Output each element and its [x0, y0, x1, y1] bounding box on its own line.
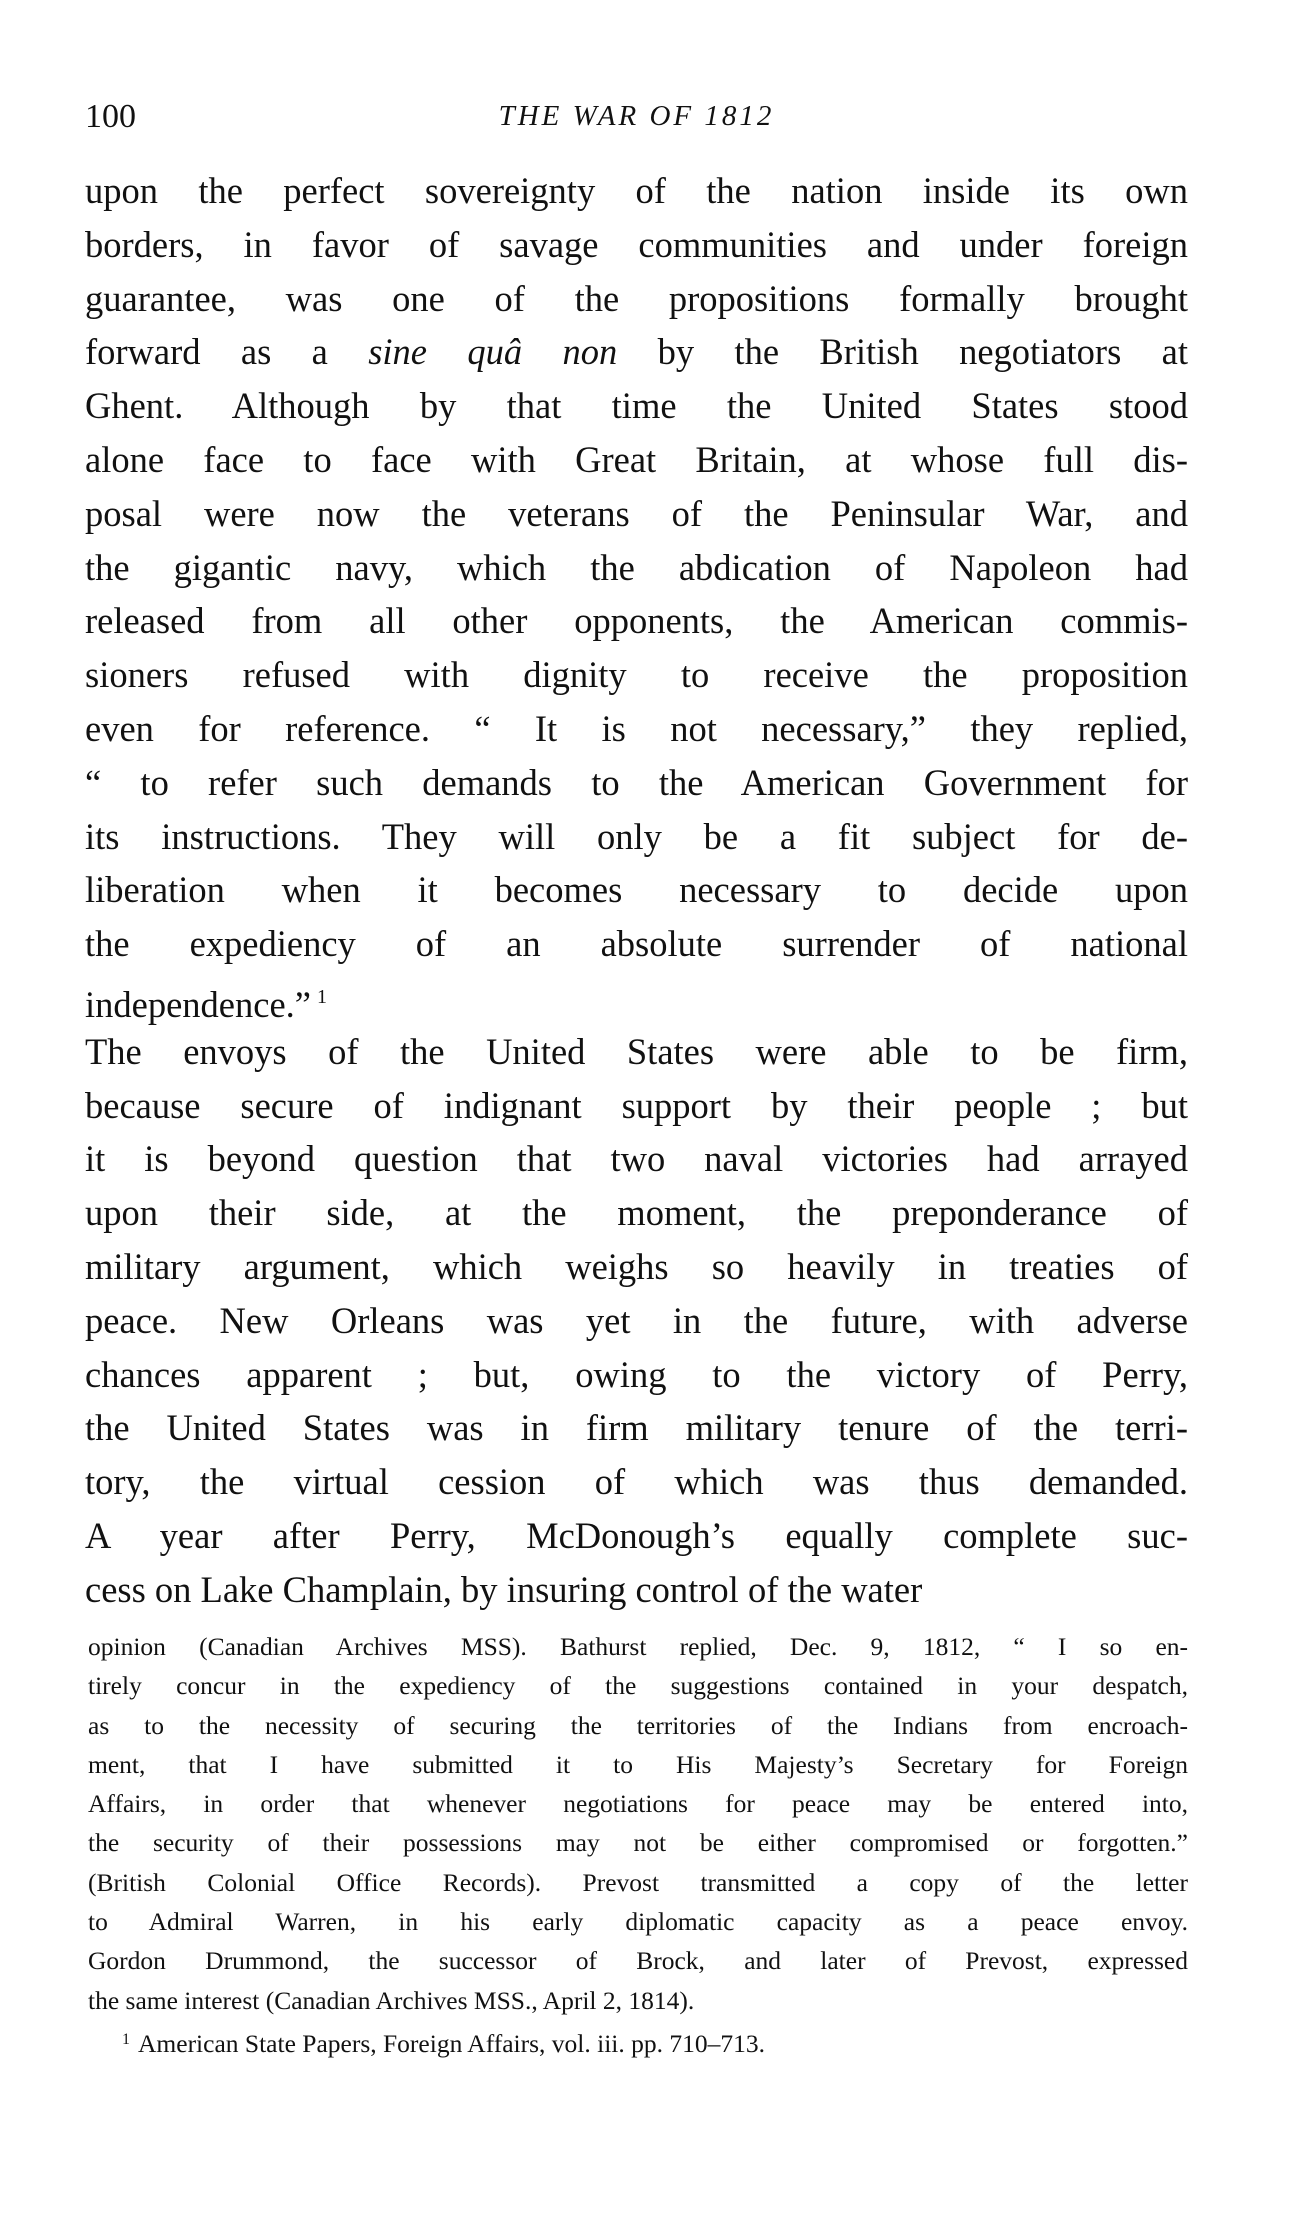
text-line	[85, 1563, 1188, 1617]
footnote-line: Affairs, in order that whenever negotiations for peace may be entered into,	[88, 1789, 1188, 1819]
text-line	[85, 1509, 1188, 1563]
text-line	[85, 379, 1188, 433]
text-line	[85, 164, 1188, 218]
text-line	[85, 433, 1188, 487]
text-segment: forward as a	[85, 331, 369, 373]
page-number: 100	[85, 98, 136, 135]
line-text: chances apparent ; but, owing to the victory of Perry,	[85, 1353, 1188, 1395]
line-text: tory, the virtual cession of which was thus demanded.	[85, 1461, 1188, 1503]
text-line	[85, 272, 1188, 326]
line-text: A year after Perry, McDonough’s equally complete suc-	[85, 1514, 1188, 1556]
line-text: military argument, which weighs so heavily in treaties of	[85, 1245, 1188, 1287]
line-text: “ to refer such demands to the American Government for	[85, 761, 1188, 803]
line-text: cess on Lake Champlain, by insuring control of the water	[85, 1568, 923, 1610]
text-line	[85, 863, 1188, 917]
line-text: upon their side, at the moment, the preponderance of	[85, 1192, 1188, 1234]
text-line	[85, 1294, 1188, 1348]
footnote-line: opinion (Canadian Archives MSS). Bathurst replied, Dec. 9, 1812, “ I so en-	[88, 1632, 1188, 1661]
line-text: alone face to face with Great Britain, at whose full dis-	[85, 438, 1188, 480]
text-line	[85, 1186, 1188, 1240]
line-text: borders, in favor of savage communities and under foreign	[85, 223, 1188, 265]
running-title: THE WAR OF 1812	[498, 100, 775, 132]
footnote-line: to Admiral Warren, in his early diplomatic capacity as a peace envoy.	[88, 1907, 1188, 1937]
line-text: released from all other opponents, the American commis-	[85, 600, 1188, 642]
line-text: even for reference. “ It is not necessary,” they replied,	[85, 707, 1188, 749]
text-line	[85, 756, 1188, 810]
footnote-line: Gordon Drummond, the successor of Brock, and later of Prevost, expressed	[88, 1946, 1188, 1976]
text-line	[85, 325, 1188, 379]
footnote-reference: 1	[316, 985, 327, 1008]
line-text: sioners refused with dignity to receive the proposition	[85, 654, 1188, 696]
text-line	[85, 648, 1188, 702]
text-segment: by the British negotiators at	[617, 331, 1188, 373]
text-line	[85, 810, 1188, 864]
footnote-1	[88, 2020, 1188, 2059]
line-text: because secure of indignant support by their people ; but	[85, 1084, 1188, 1126]
footnote-mark: 1	[122, 2030, 130, 2048]
line-text: upon the perfect sovereignty of the nation inside its own	[85, 170, 1188, 211]
text-line	[85, 1240, 1188, 1294]
line-text: posal were now the veterans of the Peninsular War, and	[85, 492, 1188, 534]
footnote-line: (British Colonial Office Records). Prevost transmitted a copy of the letter	[88, 1867, 1188, 1897]
text-line	[85, 487, 1188, 541]
line-text: independence.”	[85, 983, 311, 1025]
line-text: Ghent. Although by that time the United States stood	[85, 385, 1188, 427]
line-text: it is beyond question that two naval victories had arrayed	[85, 1138, 1188, 1180]
line-text: The envoys of the United States were able to be firm,	[85, 1030, 1188, 1072]
line-text: the United States was in firm military tenure of the terri-	[85, 1407, 1188, 1449]
line-text: the expediency of an absolute surrender of national	[85, 923, 1188, 965]
footnote-line: the security of their possessions may not be either compromised or forgotten.”	[88, 1828, 1188, 1858]
text-line	[85, 1025, 1188, 1079]
italic-phrase: sine quâ non	[368, 331, 618, 373]
text-line	[85, 1401, 1188, 1455]
page-header	[85, 98, 1188, 142]
text-line	[85, 917, 1188, 971]
footnote-text: American State Papers, Foreign Affairs, vol. iii. pp. 710–713.	[138, 2028, 766, 2058]
footnote-line: tirely concur in the expediency of the suggestions contained in your despatch,	[88, 1671, 1188, 1701]
body-text	[85, 164, 1188, 1617]
text-line	[85, 1079, 1188, 1133]
footnote-line: as to the necessity of securing the territories of the Indians from encroach-	[88, 1710, 1188, 1740]
text-line	[85, 1455, 1188, 1509]
text-line	[85, 218, 1188, 272]
line-text: liberation when it becomes necessary to decide upon	[85, 869, 1188, 911]
footnote-line: the same interest (Canadian Archives MSS., April 2, 1814).	[88, 1985, 695, 2015]
text-line	[85, 1132, 1188, 1186]
line-text: its instructions. They will only be a fit subject for de-	[85, 815, 1188, 857]
footnotes	[88, 1627, 1188, 2059]
text-line	[85, 1348, 1188, 1402]
line-text: the gigantic navy, which the abdication of Napoleon had	[85, 546, 1188, 588]
text-line	[85, 971, 1188, 1025]
text-line	[85, 702, 1188, 756]
text-line	[85, 541, 1188, 595]
text-line	[85, 594, 1188, 648]
line-text: guarantee, was one of the propositions formally brought	[85, 277, 1188, 319]
footnote-line: ment, that I have submitted it to His Majesty’s Secretary for Foreign	[88, 1749, 1188, 1779]
line-text: peace. New Orleans was yet in the future, with adverse	[85, 1299, 1188, 1341]
